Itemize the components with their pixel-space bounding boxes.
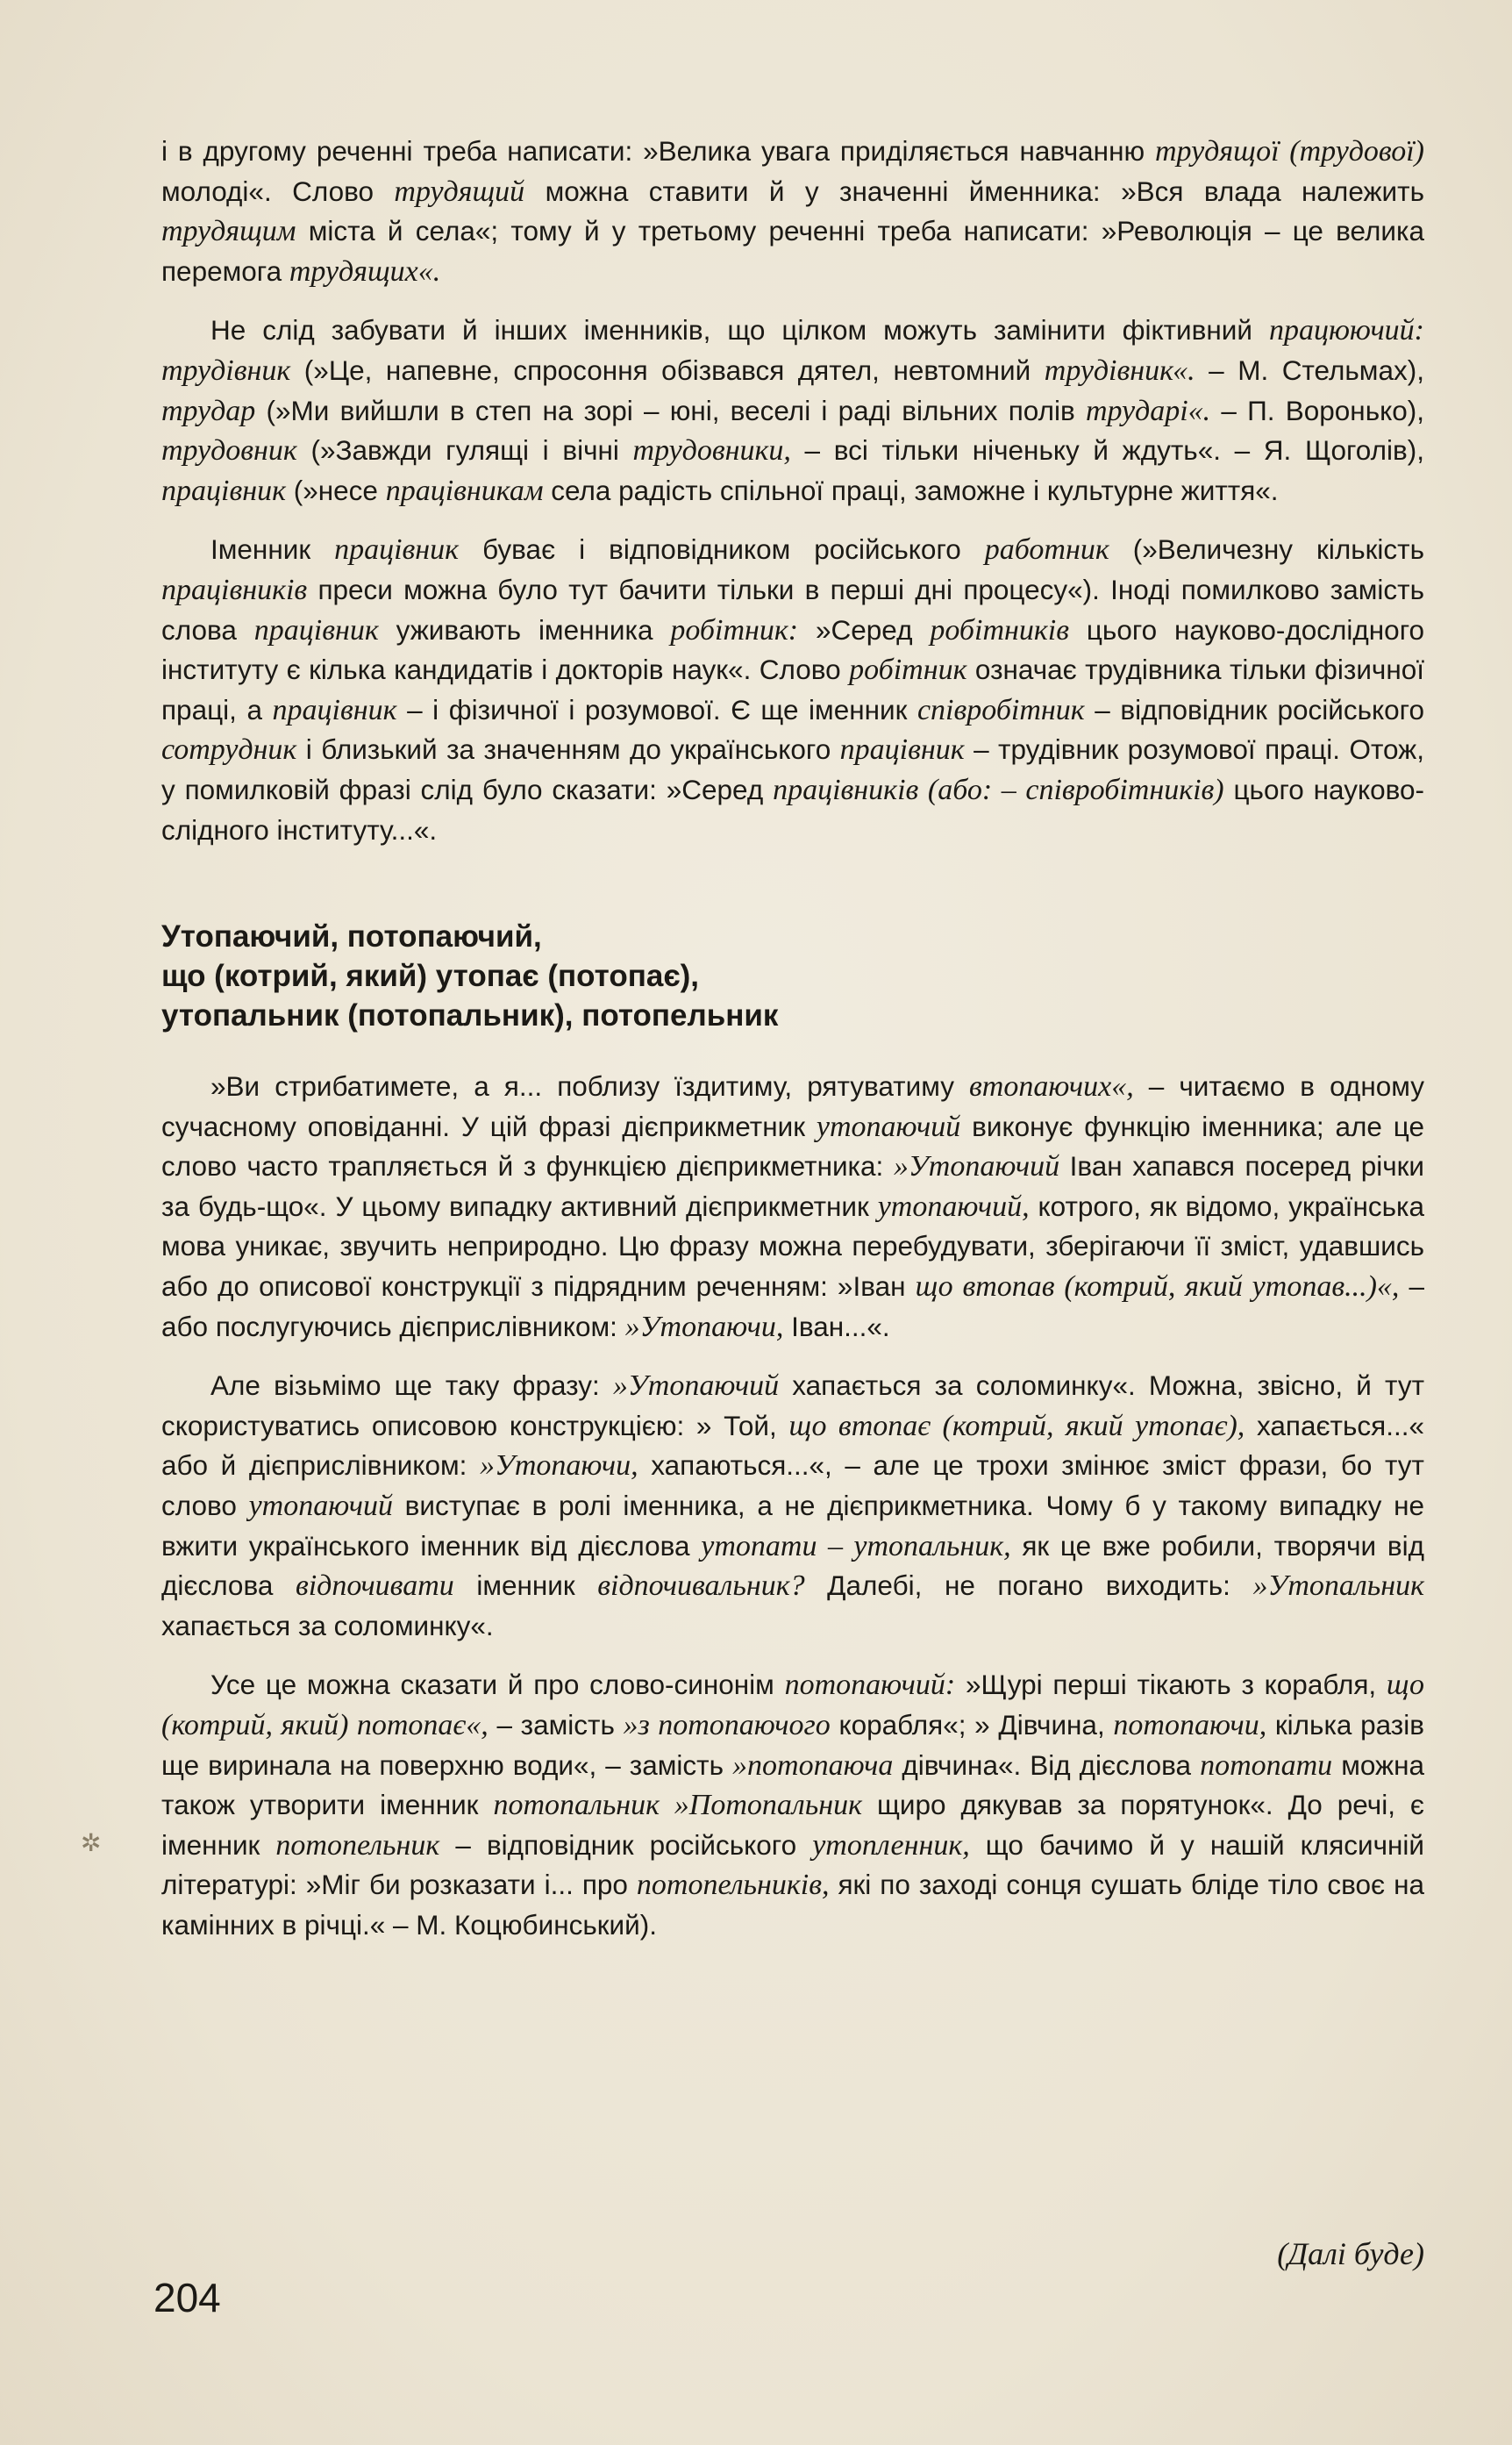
italic-term: працівник bbox=[253, 613, 379, 647]
text-run: – замість bbox=[488, 1709, 624, 1741]
italic-term: трудящої (трудової) bbox=[1155, 135, 1424, 168]
heading-line: що (котрий, який) утопає (потопає), bbox=[161, 959, 700, 994]
text-run: дівчина«. Від дієслова bbox=[893, 1748, 1201, 1781]
italic-term: працюючий: трудівник bbox=[161, 314, 1424, 387]
text-run: – і фізичної і розумової. Є ще іменник bbox=[396, 693, 917, 726]
text-run: які по заході сонця сушать бліде тіло своє на камінних в річці.« – М. Коцюбинський). bbox=[161, 1869, 1425, 1941]
italic-term: працівників (або: – співробітників) bbox=[773, 773, 1224, 806]
text-run: виконує функцію іменника; але це слово часто трапляється й з функцією дієприкметника: bbox=[161, 1110, 1424, 1183]
text-run: і близький за значенням до українського bbox=[296, 733, 840, 766]
text-run: міста й села«; тому й у третьому реченні треба написати: »Революція – це велика перемога bbox=[161, 215, 1424, 287]
italic-term: відпочивати bbox=[295, 1569, 454, 1603]
italic-term: »Утопальник bbox=[1252, 1569, 1424, 1603]
italic-term: трудовники, bbox=[632, 434, 791, 468]
text-run: означає трудівника тільки фізичної праці, а bbox=[161, 654, 1425, 726]
text-run: – читаємо в одному сучасному оповіданні. У цій фразі дієприкметник bbox=[161, 1070, 1424, 1142]
italic-term: працівник bbox=[334, 533, 460, 567]
italic-term: що (котрий, який) потопає«, bbox=[161, 1669, 1425, 1741]
italic-term: трудящим bbox=[161, 215, 296, 248]
paragraph bbox=[161, 530, 1424, 850]
italic-term: потопати bbox=[1200, 1748, 1333, 1782]
text-run: (»Завжди гулящі і вічні bbox=[296, 434, 633, 467]
italic-term: робітників bbox=[930, 613, 1069, 647]
page-footer bbox=[149, 2235, 1424, 2332]
italic-term: що втопає (котрий, який утопає), bbox=[788, 1409, 1245, 1442]
text-run: – П. Воронько), bbox=[1210, 394, 1425, 426]
italic-term: утопати – утопальник, bbox=[701, 1529, 1011, 1562]
italic-term: робітник bbox=[849, 654, 967, 687]
italic-term: трудівник«. bbox=[1044, 354, 1195, 387]
text-run: хапається...« або й дієприслівником: bbox=[161, 1409, 1424, 1482]
italic-term: потопельників, bbox=[636, 1869, 830, 1902]
italic-term: відпочивальник? bbox=[597, 1569, 805, 1603]
italic-term: працівників bbox=[161, 573, 308, 606]
text-run: Іван хапався посеред річки за будь-що«. У цьому випадку активний дієприкметник bbox=[161, 1150, 1425, 1222]
italic-term: працівник bbox=[161, 474, 286, 507]
italic-term: »Утопаючий bbox=[893, 1150, 1060, 1183]
italic-term: втопаючих«, bbox=[969, 1070, 1134, 1104]
text-run: – трудівник розумової праці. Отож, у помилковій фразі слід було сказати: »Серед bbox=[161, 733, 1425, 805]
italic-term: утопаючий bbox=[248, 1490, 393, 1523]
text-run: села радість спільної праці, заможне і культурне життя«. bbox=[543, 474, 1279, 506]
article-body-bottom bbox=[161, 1067, 1424, 1945]
text-run: Але візьмімо ще таку фразу: bbox=[210, 1369, 613, 1402]
text-run: корабля«; » Дівчина, bbox=[830, 1709, 1114, 1741]
text-run: іменник bbox=[453, 1569, 598, 1602]
text-run: »Ви стрибатимете, а я... поблизу їздитиму, рятуватиму bbox=[210, 1070, 970, 1103]
text-run: молоді«. Слово bbox=[161, 175, 395, 207]
continued-note: (Далі буде) bbox=[1277, 2236, 1424, 2271]
italic-term: працівник bbox=[272, 693, 397, 726]
paragraph bbox=[161, 1665, 1424, 1945]
text-run: »Щурі перші тікають з корабля, bbox=[955, 1669, 1387, 1701]
text-run: хапається за соломинку«. bbox=[161, 1609, 494, 1641]
page-number: 204 bbox=[153, 2275, 221, 2320]
text-run: Іван...«. bbox=[783, 1310, 890, 1342]
paragraph bbox=[161, 1366, 1424, 1646]
paper-speck-decoration: ✲ bbox=[81, 1829, 102, 1856]
italic-term: потопаючи, bbox=[1113, 1709, 1267, 1741]
text-run: кілька разів ще виринала на поверхню води«, – замість bbox=[161, 1709, 1424, 1781]
text-run: – відповідник російського bbox=[439, 1828, 813, 1861]
italic-term: трудар bbox=[161, 394, 256, 427]
italic-term: трудящих«. bbox=[289, 254, 441, 288]
italic-term: працівникам bbox=[385, 474, 544, 507]
text-run: Далебі, не погано виходить: bbox=[804, 1569, 1253, 1602]
text-run: – відповідник російського bbox=[1084, 693, 1424, 726]
italic-term: що втопав (котрий, який утопав...)«, bbox=[915, 1270, 1400, 1304]
italic-term: утопаючий bbox=[816, 1110, 961, 1143]
italic-term: потопельник bbox=[275, 1828, 440, 1862]
text-run: – або послугуючись дієприслівником: bbox=[161, 1270, 1424, 1342]
text-run: Не слід забувати й інших іменників, що цілком можуть замінити фіктивний bbox=[210, 314, 1269, 347]
text-run: що бачимо й у нашій клясичній літературі: »Міг би розказати і... про bbox=[161, 1828, 1424, 1901]
italic-term: »Утопаючи, bbox=[479, 1449, 638, 1483]
text-run: преси можна було тут бачити тільки в перші дні процесу«). Іноді помилково замість слова bbox=[161, 573, 1424, 646]
text-run: котрого, як відомо, українська мова уникає, звучить неприродно. Цю фразу можна перебудувати, зберігаючи її зміст, удавшись або до описової конструкції з підрядним реченням: »Іван bbox=[161, 1190, 1424, 1303]
italic-term: »Утопаючи, bbox=[624, 1310, 784, 1343]
italic-term: трударі«. bbox=[1085, 394, 1211, 427]
italic-term: работник bbox=[984, 533, 1109, 567]
italic-term: »Утопаючий bbox=[612, 1369, 780, 1403]
text-run: »Серед bbox=[798, 613, 931, 646]
text-run: можна також утворити іменник bbox=[161, 1748, 1425, 1821]
text-run: – всі тільки ніченьку й ждуть«. – Я. Щоголів), bbox=[790, 434, 1424, 467]
italic-term: »з потопаючого bbox=[623, 1709, 831, 1741]
italic-term: потопаючий: bbox=[784, 1669, 956, 1702]
text-run: виступає в ролі іменника, а не дієприкметника. Чому б у такому випадку не вжити українського іменник від дієслова bbox=[161, 1490, 1424, 1562]
text-run: (»Ми вийшли в степ на зорі – юні, веселі і раді вільних полів bbox=[255, 394, 1086, 426]
italic-term: »потопаюча bbox=[732, 1748, 894, 1782]
text-run: цього науково-дослідного інституту є кілька кандидатів і докторів наук«. Слово bbox=[161, 613, 1425, 686]
text-run: цього науково-слідного інституту...«. bbox=[161, 773, 1424, 846]
italic-term: трудящий bbox=[394, 175, 525, 208]
italic-term: трудовник bbox=[161, 434, 297, 468]
heading-line: Утопаючий, потопаючий, bbox=[161, 919, 542, 954]
text-run: – М. Стельмах), bbox=[1195, 354, 1424, 386]
text-run: Іменник bbox=[210, 533, 335, 566]
text-run: щиро дякував за порятунок«. До речі, є іменник bbox=[161, 1789, 1424, 1861]
text-run: як це вже робили, творячи від дієслова bbox=[161, 1529, 1424, 1602]
paragraph bbox=[161, 132, 1424, 291]
text-run: і в другому реченні треба написати: »Велика увага приділяється навчанню bbox=[161, 135, 1155, 167]
text-run: (»Величезну кількість bbox=[1109, 533, 1424, 566]
italic-term: сотрудник bbox=[161, 733, 297, 767]
text-run: (»несе bbox=[285, 474, 386, 506]
italic-term: утопаючий, bbox=[877, 1190, 1030, 1223]
paragraph bbox=[161, 311, 1424, 511]
heading-line: утопальник (потопальник), потопельник bbox=[161, 998, 779, 1033]
text-run: буває і відповідником російського bbox=[459, 533, 985, 566]
text-column bbox=[161, 132, 1424, 1946]
text-run: уживають іменника bbox=[378, 613, 671, 646]
text-run: Усе це можна сказати й про слово-синонім bbox=[210, 1669, 785, 1701]
section-heading bbox=[161, 917, 1424, 1035]
text-run: можна ставити й у значенні йменника: »Вся влада належить bbox=[524, 175, 1424, 207]
article-body-top bbox=[161, 132, 1424, 850]
paragraph bbox=[161, 1067, 1424, 1347]
italic-term: потопальник »Потопальник bbox=[493, 1789, 862, 1822]
italic-term: співробітник bbox=[916, 693, 1085, 726]
italic-term: утопленник, bbox=[812, 1828, 970, 1862]
text-run: хапаються...«, – але це трохи змінює зміст фрази, бо тут слово bbox=[161, 1449, 1424, 1522]
italic-term: робітник: bbox=[670, 613, 799, 647]
italic-term: працівник bbox=[839, 733, 965, 767]
text-run: хапається за соломинку«. Можна, звісно, й тут скористуватись описовою конструкцією: » Той, bbox=[161, 1369, 1425, 1441]
text-run: (»Це, напевне, спросоння обізвався дятел, невтомний bbox=[290, 354, 1045, 386]
